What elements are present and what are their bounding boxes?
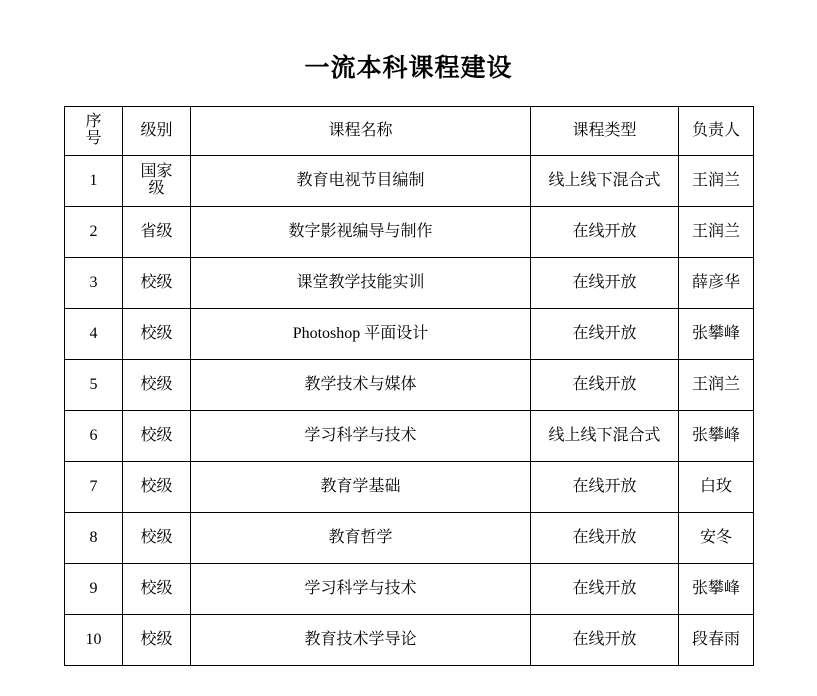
cell-type: 在线开放: [531, 207, 679, 258]
cell-owner: 段春雨: [679, 615, 754, 666]
table-row: [65, 156, 754, 207]
table-row: [65, 564, 754, 615]
cell-type: 在线开放: [531, 615, 679, 666]
cell-name: 教育电视节目编制: [191, 156, 531, 207]
cell-owner: 薛彦华: [679, 258, 754, 309]
cell-name: 学习科学与技术: [191, 564, 531, 615]
table-row: [65, 615, 754, 666]
table-row: [65, 258, 754, 309]
cell-no: 2: [65, 207, 123, 258]
cell-type: 在线开放: [531, 564, 679, 615]
cell-no: 4: [65, 309, 123, 360]
cell-name: 学习科学与技术: [191, 411, 531, 462]
cell-level: [123, 156, 191, 207]
cell-no: 8: [65, 513, 123, 564]
cell-owner: 白玫: [679, 462, 754, 513]
cell-level: 省级: [123, 207, 191, 258]
table-row: [65, 207, 754, 258]
cell-type: 在线开放: [531, 309, 679, 360]
cell-name: 教育哲学: [191, 513, 531, 564]
cell-level: 校级: [123, 360, 191, 411]
column-header-no: [65, 107, 123, 156]
cell-owner: 张攀峰: [679, 564, 754, 615]
cell-type: 在线开放: [531, 258, 679, 309]
cell-owner: 王润兰: [679, 360, 754, 411]
cell-name: Photoshop 平面设计: [191, 309, 531, 360]
cell-no: 3: [65, 258, 123, 309]
column-header-owner: 负责人: [679, 107, 754, 156]
cell-no: 5: [65, 360, 123, 411]
column-header-name: 课程名称: [191, 107, 531, 156]
table-container: [0, 106, 817, 666]
cell-owner: 王润兰: [679, 156, 754, 207]
column-header-no-text: 序号: [85, 112, 102, 148]
cell-name: 数字影视编导与制作: [191, 207, 531, 258]
cell-no: 6: [65, 411, 123, 462]
cell-level: 校级: [123, 411, 191, 462]
cell-level: 校级: [123, 564, 191, 615]
cell-owner: 张攀峰: [679, 411, 754, 462]
table-body: [65, 156, 754, 666]
cell-level: 校级: [123, 258, 191, 309]
course-table: [64, 106, 754, 666]
table-row: [65, 411, 754, 462]
table-row: [65, 462, 754, 513]
table-header-row: [65, 107, 754, 156]
page-title: 一流本科课程建设: [304, 55, 513, 82]
cell-owner: 王润兰: [679, 207, 754, 258]
cell-name: 教育学基础: [191, 462, 531, 513]
cell-level: 校级: [123, 462, 191, 513]
cell-no: 1: [65, 156, 123, 207]
cell-owner: 安冬: [679, 513, 754, 564]
cell-no: 10: [65, 615, 123, 666]
cell-level: 校级: [123, 309, 191, 360]
table-row: [65, 309, 754, 360]
column-header-level: 级别: [123, 107, 191, 156]
cell-level: 校级: [123, 615, 191, 666]
cell-type: 在线开放: [531, 462, 679, 513]
cell-no: 9: [65, 564, 123, 615]
cell-name: 教育技术学导论: [191, 615, 531, 666]
cell-no: 7: [65, 462, 123, 513]
cell-type: 在线开放: [531, 513, 679, 564]
table-row: [65, 360, 754, 411]
cell-type: 在线开放: [531, 360, 679, 411]
cell-level: 校级: [123, 513, 191, 564]
cell-type: 线上线下混合式: [531, 411, 679, 462]
cell-level-text: 国家级: [140, 162, 173, 198]
cell-name: 教学技术与媒体: [191, 360, 531, 411]
cell-owner: 张攀峰: [679, 309, 754, 360]
table-row: [65, 513, 754, 564]
cell-name: 课堂教学技能实训: [191, 258, 531, 309]
cell-type: 线上线下混合式: [531, 156, 679, 207]
column-header-type: 课程类型: [531, 107, 679, 156]
table-header: [65, 107, 754, 156]
